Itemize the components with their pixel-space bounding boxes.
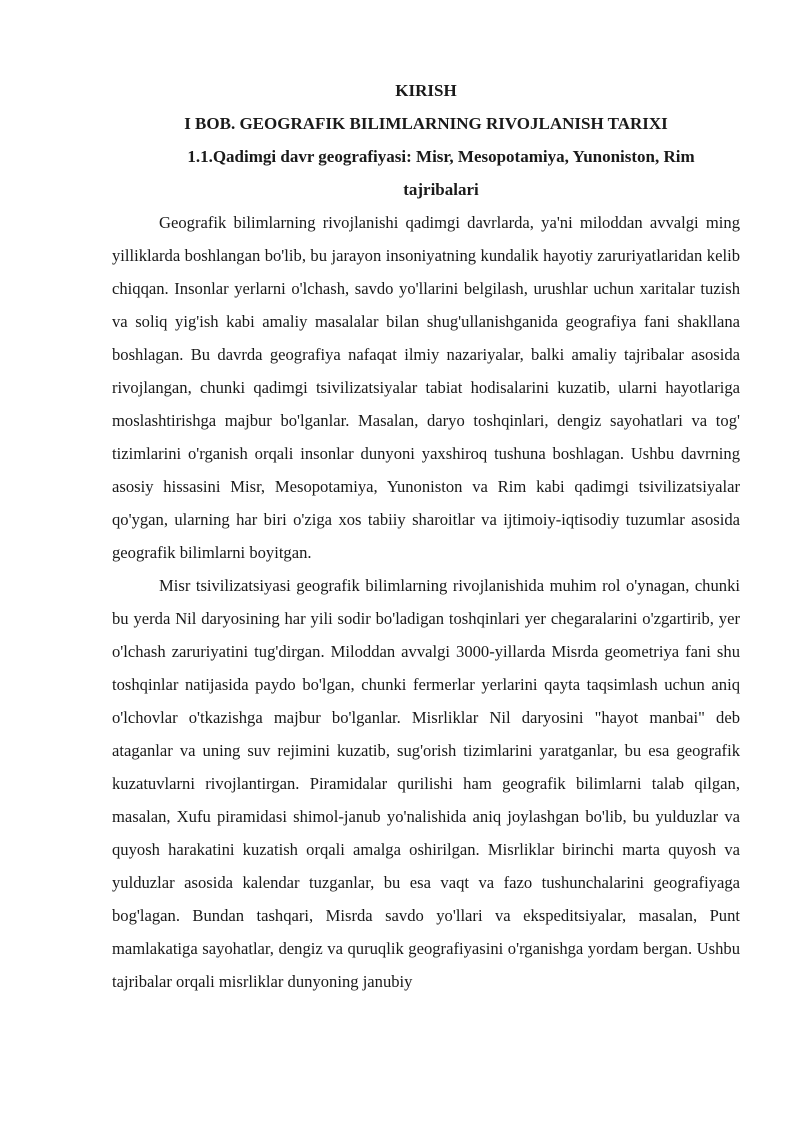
paragraph: Geografik bilimlarning rivojlanishi qadimgi davrlarda, ya'ni miloddan avvalgi ming yilliklarda boshlangan bo'lib, bu jarayon insoniyatning kundalik hayotiy zaruriyatlaridan kelib chiqqan. Insonlar yerlarni o'lchash, savdo yo'llarini belgilash, urushlar uchun xaritalar tuzish va soliq yig'ish kabi amaliy masalalar bilan shug'ullanishganida geografiya fani shakllana boshlagan. Bu davrda geografiya nafaqat ilmiy nazariyalar, balki amaliy tajribalar asosida rivojlangan, chunki qadimgi tsivilizatsiyalar tabiat hodisalarini kuzatib, ularni hayotlariga moslashtirishga majbur bo'lganlar. Masalan, daryo toshqinlari, dengiz sayohatlari va tog' tizimlarini o'rganish orqali insonlar dunyoni yaxshiroq tushuna boshlagan. Ushbu davrning asosiy hissasini Misr, Mesopotamiya, Yunoniston va Rim kabi qadimgi tsivilizatsiyalar qo'ygan, ularning har biri o'ziga xos tabiiy sharoitlar va ijtimoiy-iqtisodiy tuzumlar asosida geografik bilimlarni boyitgan.	[112, 213, 740, 562]
paragraph: Misr tsivilizatsiyasi geografik bilimlarning rivojlanishida muhim rol o'ynagan, chunki bu yerda Nil daryosining har yili sodir bo'ladigan toshqinlari yer chegaralarini o'zgartirib, yer o'lchash zaruriyatini tug'dirgan. Miloddan avvalgi 3000-yillarda Misrda geometriya fani shu toshqinlar natijasida paydo bo'lgan, chunki fermerlar yerlarini qayta taqsimlash uchun aniq o'lchovlar o'tkazishga majbur bo'lganlar. Misrliklar Nil daryosini "hayot manbai" deb ataganlar va uning suv rejimini kuzatib, sug'orish tizimlarini yaratganlar, bu esa geografik kuzatuvlarni rivojlantirgan. Piramidalar qurilishi ham geografik bilimlarni talab qilgan, masalan, Xufu piramidasi shimol-janub yo'nalishida aniq joylashgan bo'lib, bu yulduzlar va quyosh harakatini kuzatish orqali amalga oshirilgan. Misrliklar birinchi marta quyosh va yulduzlar asosida kalendar tuzganlar, bu esa vaqt va fazo tushunchalarini geografiyaga bog'lagan. Bundan tashqari, Misrda savdo yo'llari va ekspeditsiyalar, masalan, Punt mamlakatiga sayohatlar, dengiz va quruqlik geografiyasini o'rganishga yordam bergan. Ushbu tajribalar orqali misrliklar dunyoning janubiy	[112, 576, 740, 991]
section-heading: 1.1.Qadimgi davr geografiyasi: Misr, Mesopotamiya, Yunoniston, Rim tajribalari	[187, 147, 695, 199]
chapter-heading: I BOB. GEOGRAFIK BILIMLARNING RIVOJLANISH TARIXI	[184, 114, 668, 133]
document-page	[112, 74, 740, 998]
intro-heading: KIRISH	[395, 81, 457, 100]
